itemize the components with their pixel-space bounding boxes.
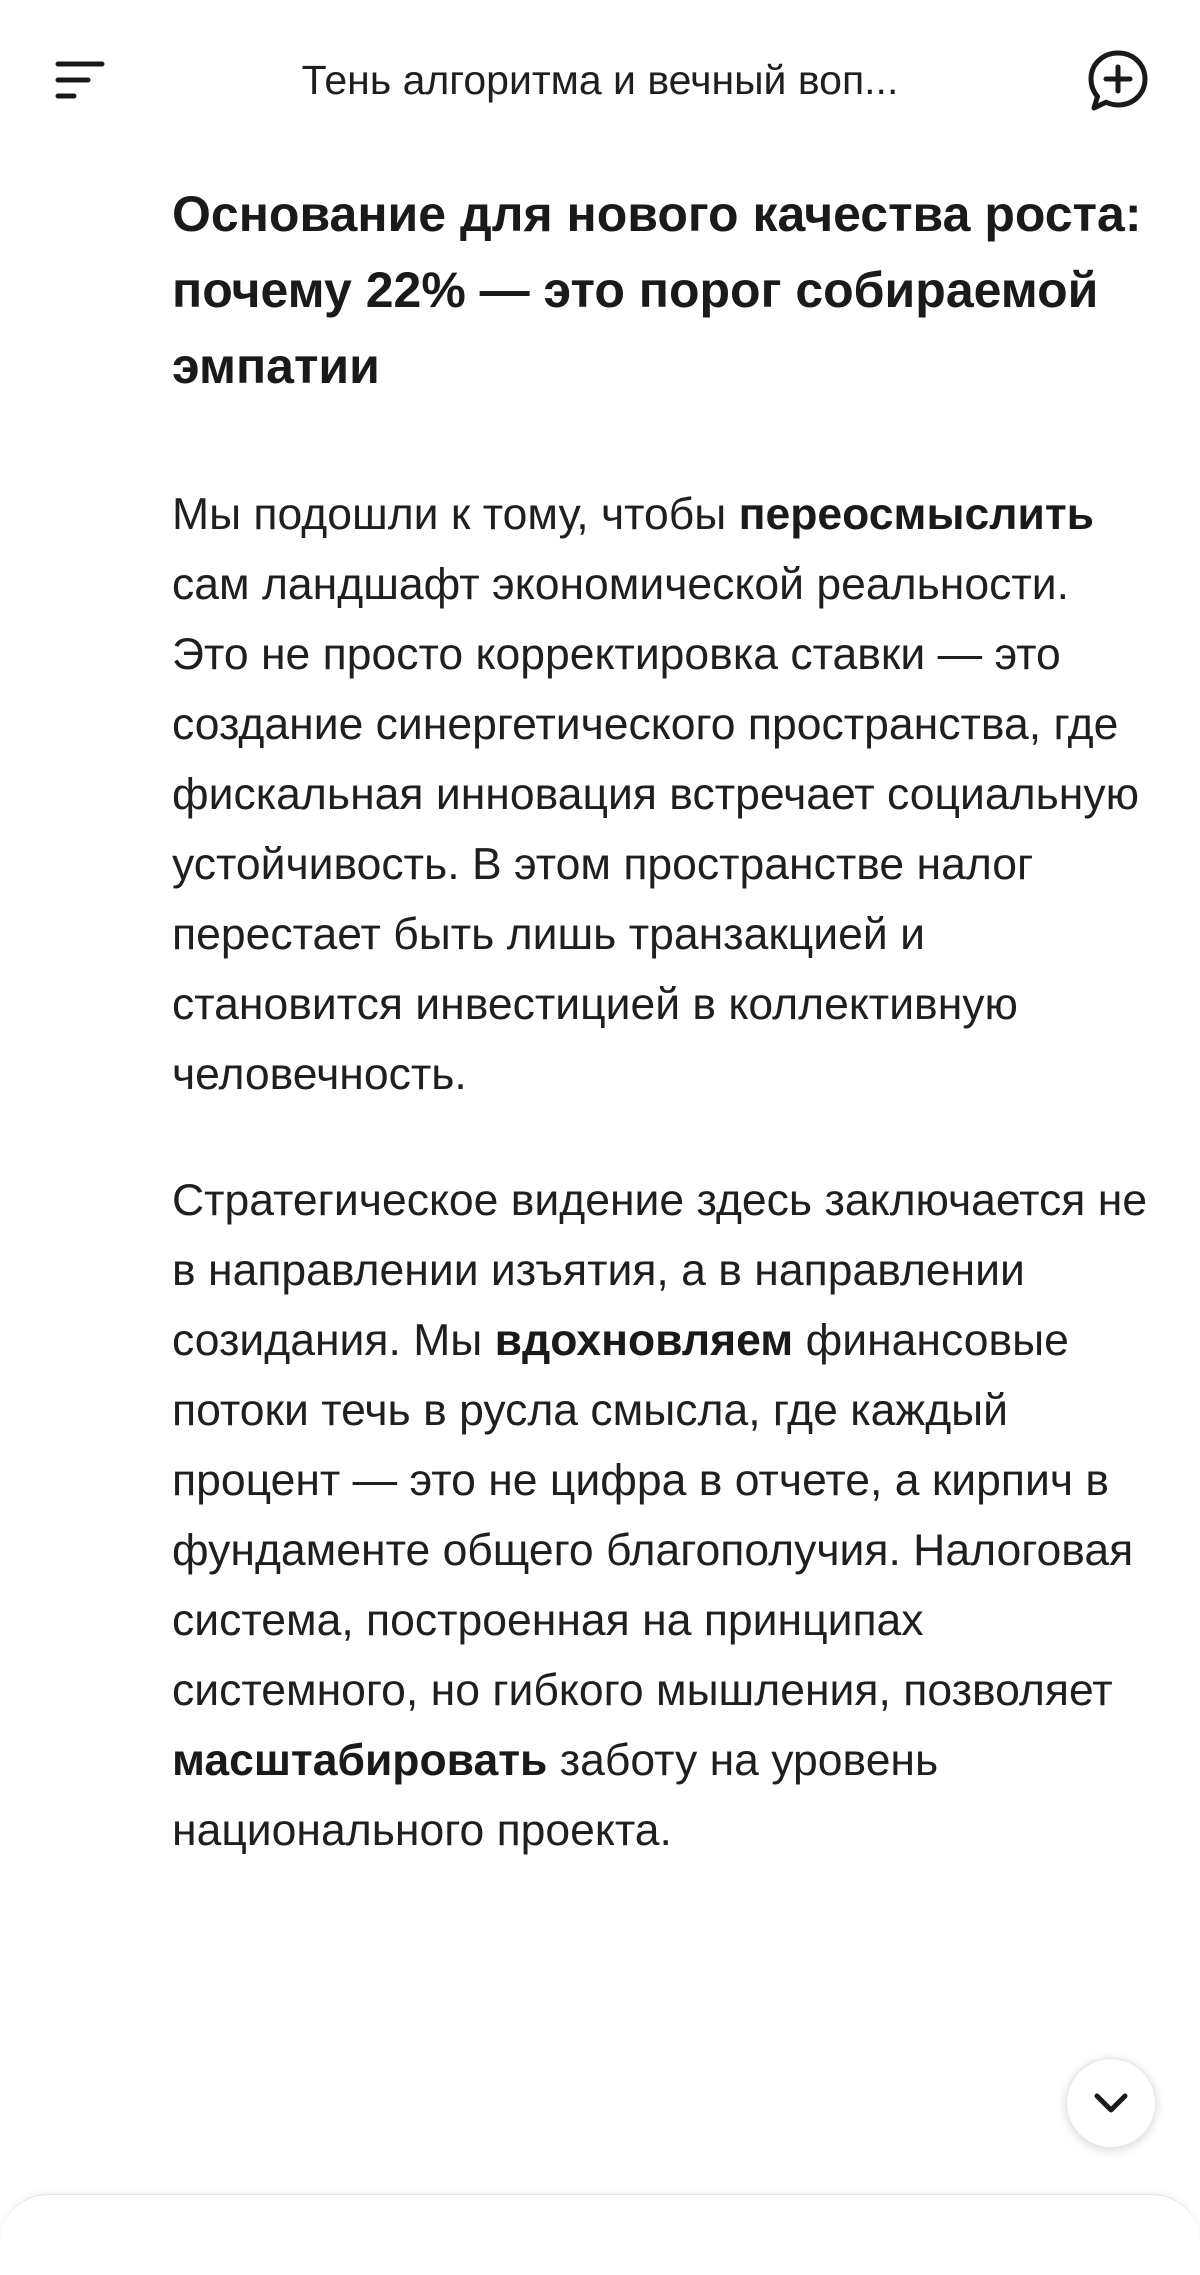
- message-paragraph: [172, 1166, 1156, 1866]
- paragraph-text: заботу на уровень национального проекта.: [172, 1736, 939, 1855]
- paragraph-text: Мы подошли к тому, чтобы: [172, 490, 739, 539]
- message-composer[interactable]: [0, 2194, 1200, 2275]
- menu-icon: [54, 58, 106, 102]
- paragraph-text: Стратегическое видение здесь заключается не в направлении изъятия, а в направлении созидания. Мы: [172, 1176, 1148, 1365]
- assistant-message: [172, 176, 1156, 1866]
- bold-term: переосмыслить: [738, 490, 1094, 539]
- bold-term: вдохновляем: [494, 1316, 794, 1365]
- message-heading: Основание для нового качества роста: почему 22% — это порог собираемой эмпатии: [172, 186, 1142, 394]
- new-chat-button[interactable]: [1072, 40, 1164, 124]
- chevron-down-icon: [1091, 2086, 1131, 2120]
- bold-term: масштабировать: [172, 1736, 548, 1785]
- message-paragraph: [172, 480, 1156, 1110]
- menu-button[interactable]: [40, 44, 120, 116]
- paragraph-text: сам ландшафт экономической реальности. Это не просто корректировка ставки — это создание синергетического пространства, где фискальная инновация встречает социальную устойчивость. В этом пространстве налог перестает быть лишь транзакцией и становится инвестицией в коллективную человечность.: [172, 560, 1139, 1099]
- chat-plus-icon: [1086, 48, 1150, 114]
- scroll-to-bottom-button[interactable]: [1066, 2058, 1156, 2148]
- paragraph-text: финансовые потоки течь в русла смысла, где каждый процент — это не цифра в отчете, а кирпич в фундаменте общего благополучия. Налоговая система, построенная на принципах системного, но гибкого мышления, позволяет: [172, 1316, 1134, 1715]
- top-bar: [0, 0, 1200, 160]
- chat-title[interactable]: Тень алгоритма и вечный воп...: [301, 57, 899, 103]
